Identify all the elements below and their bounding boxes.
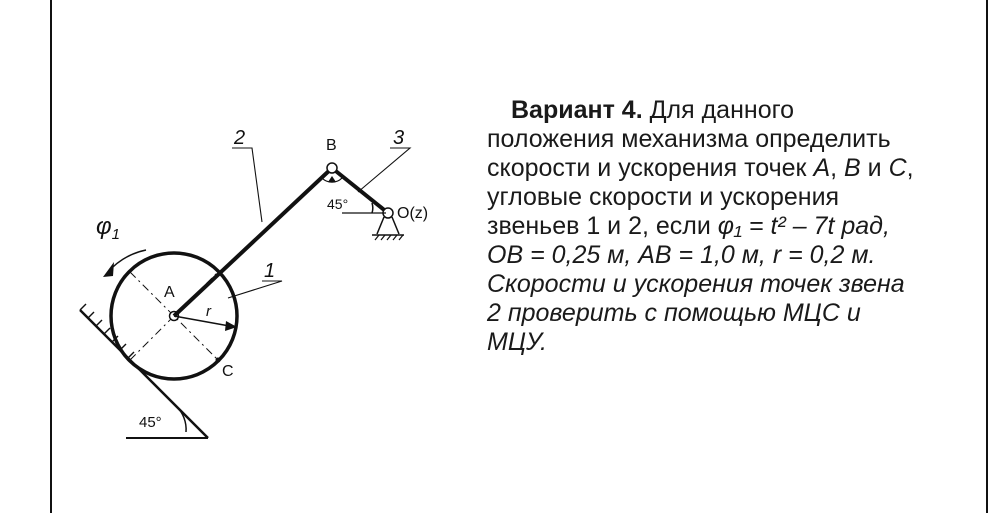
problem-line-3 [487, 154, 967, 183]
problem-line-4: угловые скорости и ускорения [487, 183, 840, 211]
problem-line-8: 2 проверить с помощью МЦС и [487, 299, 861, 327]
label-link-3: 3 [393, 127, 405, 149]
link-2-rod [174, 168, 332, 316]
problem-line-6: OB = 0,25 м, AB = 1,0 м, r = 0,2 м. [487, 241, 876, 269]
angle-label-top: 45° [327, 196, 349, 212]
label-b: B [326, 137, 337, 154]
label-link-2: 2 [234, 127, 246, 149]
sep-3: , [906, 154, 914, 182]
problem-line-7: Скорости и ускорения точек звена [487, 270, 905, 298]
label-o: O(z) [397, 205, 429, 222]
problem-line-5 [487, 212, 967, 241]
problem-line-3-text: скорости и ускорения точек [487, 154, 814, 182]
problem-line-2: положения механизма определить [487, 125, 891, 153]
label-r: r [206, 303, 211, 320]
point-a-ref: A [813, 154, 831, 182]
variant-title: Вариант 4. [511, 96, 643, 124]
problem-line-5-text: звеньев 1 и 2, если [487, 212, 718, 240]
problem-line-1-text: Для данного [642, 96, 795, 124]
label-leaders [228, 148, 410, 298]
problem-line-1 [487, 96, 967, 125]
phi-label: $\varphi_1$ [96, 213, 120, 243]
point-b-ref: B [844, 154, 861, 182]
point-c-ref: C [888, 154, 907, 182]
angle-label-bottom: 45° [139, 414, 162, 431]
problem-line-9: МЦУ. [487, 328, 547, 356]
phi-formula: φ₁ = t² – 7t рад, [717, 212, 890, 240]
pivot-o-support [342, 203, 404, 240]
label-link-1: 1 [264, 260, 276, 282]
sep-1: , [830, 154, 845, 182]
problem-statement [487, 96, 967, 357]
label-a: A [164, 284, 175, 301]
sep-2: и [860, 154, 889, 182]
label-c: C [222, 363, 234, 380]
joint-b [327, 163, 337, 173]
